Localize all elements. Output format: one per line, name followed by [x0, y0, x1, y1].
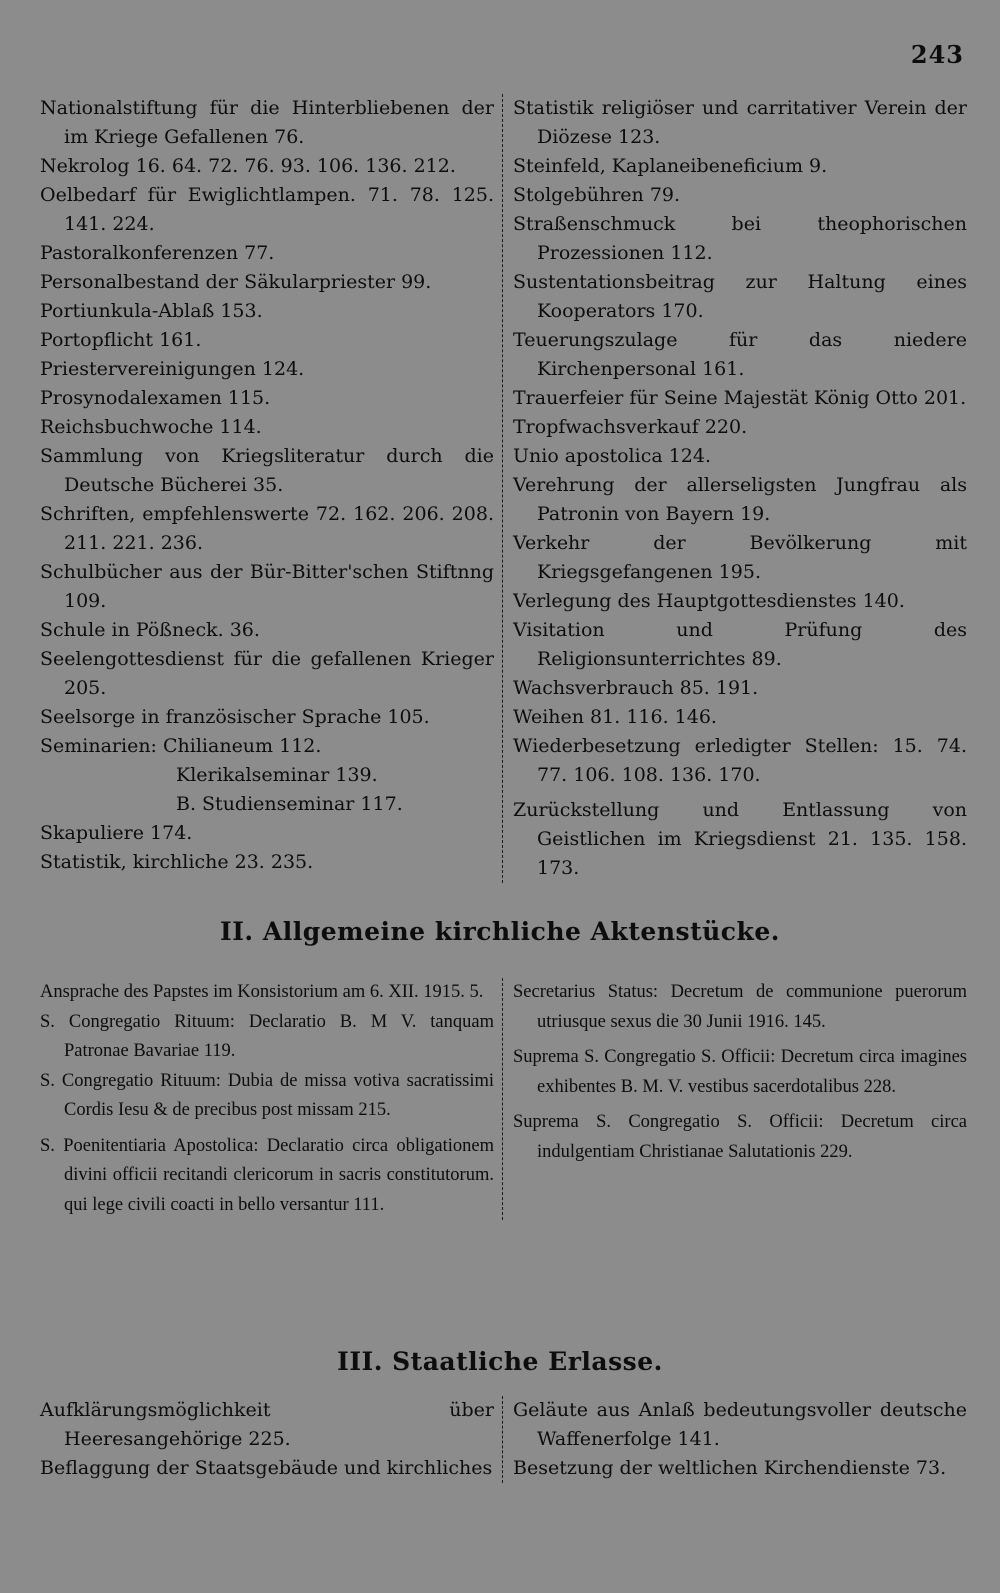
- index-entry: Pastoralkonferenzen 77.: [40, 242, 275, 264]
- index-entry: Prosynodalexamen 115.: [40, 387, 271, 409]
- section-heading: III. Staatliche Erlasse.: [337, 1347, 663, 1376]
- index-entry: Wachsverbrauch 85. 191.: [513, 677, 759, 699]
- index-section-3: [40, 1396, 968, 1483]
- index-entry: Schulbücher aus der Bür-Bitter'schen Stiftnng 109.: [40, 561, 494, 612]
- index-entry: Unio apostolica 124.: [513, 445, 712, 467]
- section-heading: II. Allgemeine kirchliche Aktenstücke.: [220, 917, 780, 946]
- index-entry: Reichsbuchwoche 114.: [40, 416, 262, 438]
- index-section-1: [40, 94, 968, 883]
- index-entry: S. Poenitentiaria Apostolica: Declaratio circa obligationem divini officii recitandi clericorum in sacris constitutorum. qui lege civili coacti in bello versantur 111.: [40, 1135, 494, 1215]
- index-entry: Besetzung der weltlichen Kirchendienste 73.: [513, 1457, 947, 1479]
- index-column-left: [40, 978, 503, 1220]
- index-entry: Seelengottesdienst für die gefallenen Krieger 205.: [40, 648, 494, 699]
- index-entry: Priestervereinigungen 124.: [40, 358, 305, 380]
- index-entry: Trauerfeier für Seine Majestät König Otto 201.: [513, 387, 967, 409]
- page-number: 243: [910, 40, 964, 69]
- index-entry: Verehrung der allerseligsten Jungfrau als Patronin von Bayern 19.: [513, 474, 967, 525]
- index-entry: Geläute aus Anlaß bedeutungsvoller deutsche Waffenerfolge 141.: [513, 1399, 967, 1450]
- index-entry: Skapuliere 174.: [40, 822, 193, 844]
- index-entry: Oelbedarf für Ewiglichtlampen. 71. 78. 125. 141. 224.: [40, 184, 494, 235]
- index-entry: Beflaggung der Staatsgebäude und kirchliches: [40, 1457, 493, 1479]
- index-entry: Personalbestand der Säkularpriester 99.: [40, 271, 432, 293]
- index-entry: Verlegung des Hauptgottesdienstes 140.: [513, 590, 905, 612]
- index-entry: Wiederbesetzung erledigter Stellen: 15. 74. 77. 106. 108. 136. 170.: [513, 735, 967, 786]
- index-entry: Schule in Pößneck. 36.: [40, 619, 260, 641]
- index-section-2: [40, 978, 968, 1220]
- index-entry: Aufklärungsmöglichkeit über Heeresangehörige 225.: [40, 1399, 494, 1450]
- index-entry: Sammlung von Kriegsliteratur durch die Deutsche Bücherei 35.: [40, 445, 494, 496]
- index-entry: Suprema S. Congregatio S. Officii: Decretum circa indulgentiam Christianae Salutationis 229.: [513, 1112, 967, 1162]
- index-entry: Stolgebühren 79.: [513, 184, 681, 206]
- index-subentry: B. Studienseminar 117.: [176, 793, 403, 815]
- index-entry: Suprema S. Congregatio S. Officii: Decretum circa imagines exhibentes B. M. V. vestibus sacerdotalibus 228.: [513, 1047, 967, 1097]
- index-entry: Visitation und Prüfung des Religionsunterrichtes 89.: [513, 619, 967, 670]
- index-entry: Weihen 81. 116. 146.: [513, 706, 717, 728]
- index-column-left: [40, 1396, 503, 1483]
- index-column-right: [503, 978, 967, 1220]
- index-entry: Tropfwachsverkauf 220.: [513, 416, 748, 438]
- index-entry: Nationalstiftung für die Hinterbliebenen der im Kriege Gefallenen 76.: [40, 97, 494, 148]
- index-entry: Portopflicht 161.: [40, 329, 202, 351]
- index-subentry: Klerikalseminar 139.: [176, 764, 378, 786]
- index-entry: Statistik religiöser und carritativer Verein der Diözese 123.: [513, 97, 967, 148]
- index-entry: Straßenschmuck bei theophorischen Prozessionen 112.: [513, 213, 967, 264]
- index-entry: Teuerungszulage für das niedere Kirchenpersonal 161.: [513, 329, 967, 380]
- index-entry: Steinfeld, Kaplaneibeneficium 9.: [513, 155, 828, 177]
- index-column-right: [503, 94, 967, 883]
- index-entry: Secretarius Status: Decretum de communione puerorum utriusque sexus die 30 Junii 1916. 145.: [513, 982, 967, 1032]
- index-entry: Seelsorge in französischer Sprache 105.: [40, 706, 430, 728]
- index-entry: Seminarien: Chilianeum 112.: [40, 735, 322, 757]
- index-column-right: [503, 1396, 967, 1483]
- index-entry: S. Congregatio Rituum: Dubia de missa votiva sacratissimi Cordis Iesu & de precibus post missam 215.: [40, 1070, 494, 1120]
- index-column-left: [40, 94, 503, 883]
- index-entry: Statistik, kirchliche 23. 235.: [40, 851, 314, 873]
- index-entry: Sustentationsbeitrag zur Haltung eines Kooperators 170.: [513, 271, 967, 322]
- index-entry: Nekrolog 16. 64. 72. 76. 93. 106. 136. 212.: [40, 155, 456, 177]
- index-entry: Ansprache des Papstes im Konsistorium am 6. XII. 1915. 5.: [40, 982, 484, 1002]
- index-entry: S. Congregatio Rituum: Declaratio B. M V. tanquam Patronae Bavariae 119.: [40, 1011, 494, 1061]
- index-entry: Verkehr der Bevölkerung mit Kriegsgefangenen 195.: [513, 532, 967, 583]
- index-entry: Schriften, empfehlenswerte 72. 162. 206. 208. 211. 221. 236.: [40, 503, 494, 554]
- index-entry: Portiunkula-Ablaß 153.: [40, 300, 263, 322]
- index-entry: Zurückstellung und Entlassung von Geistlichen im Kriegsdienst 21. 135. 158. 173.: [513, 799, 967, 879]
